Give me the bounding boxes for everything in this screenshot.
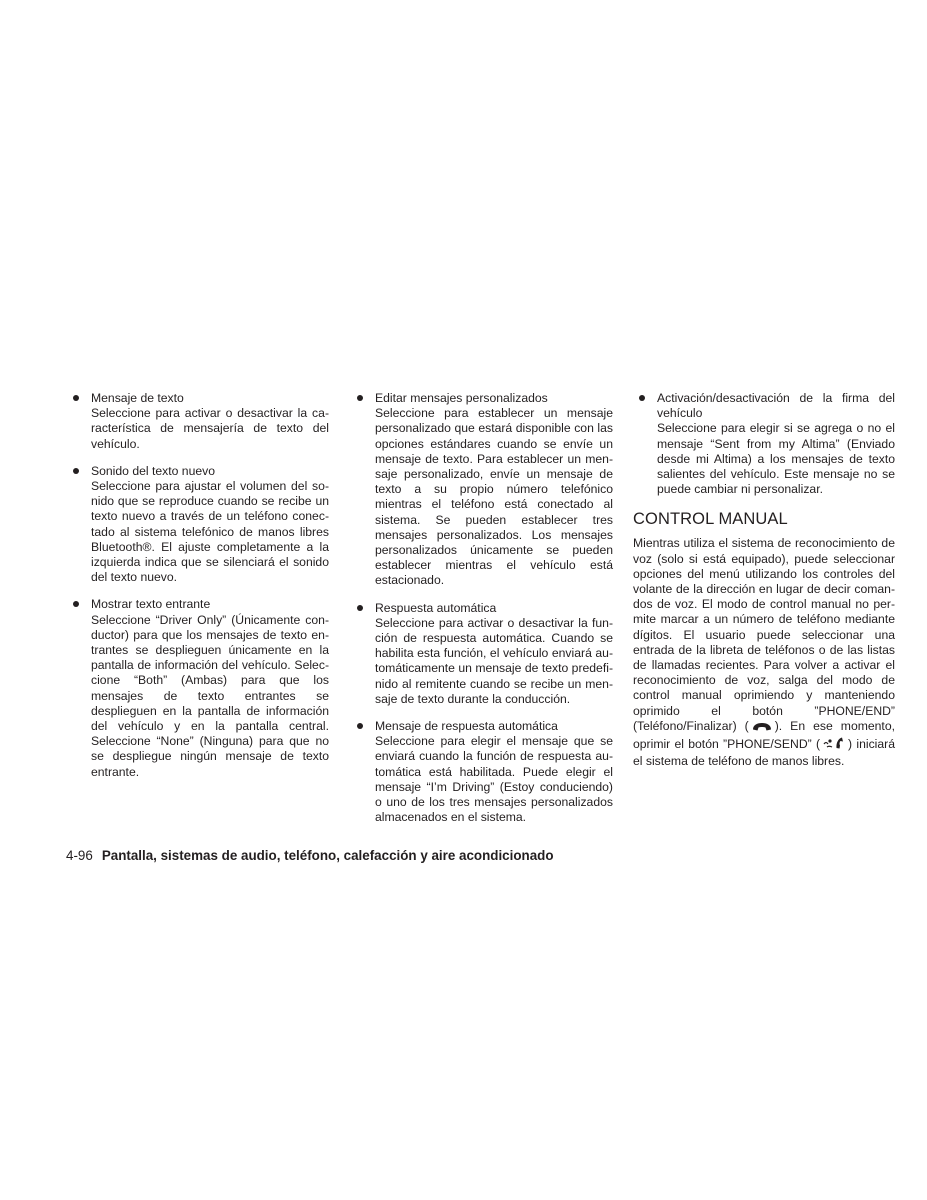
- control-manual-paragraph: [633, 536, 895, 769]
- page-footer: [66, 848, 554, 863]
- phone-send-voice-icon: [823, 736, 845, 754]
- bullet-icon: [357, 723, 363, 729]
- item-description: Seleccione para elegir si se agrega o no el mensaje “Sent from my Altima” (Enviado desde mi Altima) a los mensajes de texto salientes del vehículo. Este mensaje no se puede cambiar ni personalizar.: [657, 421, 895, 497]
- item-description: Seleccione para activar o desactivar la función de respuesta automática. Cuando se habilita esta función, el vehículo enviará automáticamente un mensaje de texto predefinido al remitente cuando se recibe un mensaje de texto durante la conducción.: [375, 615, 613, 706]
- bullet-icon: [357, 605, 363, 611]
- bullet-icon: [73, 601, 79, 607]
- list-item: [72, 464, 329, 586]
- bullet-icon: [357, 395, 363, 401]
- list-item: [356, 601, 613, 707]
- bullet-icon: [73, 395, 79, 401]
- right-column: [633, 391, 895, 769]
- list-item: [638, 391, 895, 497]
- paragraph-text: ) iniciará el sistema de teléfono de manos libres.: [633, 737, 895, 769]
- left-column: [72, 391, 329, 792]
- list-item: [356, 719, 613, 825]
- paragraph-text: Mientras utiliza el sistema de reconocimiento de voz (solo si está equipado), puede seleccionar opciones del menú utilizando los controles del volante de la dirección en lugar de decir comandos de voz. El modo de control manual no permite marcar a un número de teléfono mediante dígitos. El usuario puede seleccionar una entrada de la libreta de teléfonos o de las listas de llamadas recientes. Para volver a activar el reconocimiento de voz, salga del modo de control manual oprimiendo y manteniendo oprimido el botón ”PHONE/END” (Teléfono/Finalizar) (: [633, 536, 895, 733]
- bullet-icon: [73, 468, 79, 474]
- item-title: Mensaje de respuesta automática: [375, 719, 558, 734]
- item-description: Seleccione “Driver Only” (Únicamente conductor) para que los mensajes de texto entrantes se desplieguen únicamente en la pantalla de información del vehículo. Seleccione “Both” (Ambas) para que los mensajes de texto entrantes se desplieguen en la pantalla de información del vehículo y en la pantalla central. Seleccione “None” (Ninguna) para que no se despliegue ningún mensaje de texto entrante.: [91, 612, 329, 779]
- list-item: [72, 391, 329, 452]
- item-description: Seleccione para activar o desactivar la característica de mensajería de texto del vehículo.: [91, 406, 329, 451]
- item-description: Seleccione para ajustar el volumen del sonido que se reproduce cuando se recibe un texto nuevo a través de un teléfono conectado al sistema telefónico de manos libres Bluetooth®. El ajuste completamente a la izquierda indica que se silenciará el sonido del texto nuevo.: [91, 479, 329, 585]
- section-heading: CONTROL MANUAL: [633, 510, 788, 529]
- item-title: Editar mensajes personalizados: [375, 391, 548, 405]
- page-number: 4-96: [66, 848, 93, 863]
- bullet-icon: [639, 395, 645, 401]
- chapter-title: Pantalla, sistemas de audio, teléfono, calefacción y aire acondicionado: [101, 848, 554, 863]
- item-title: Sonido del texto nuevo: [91, 463, 215, 478]
- item-description: Seleccione para elegir el mensaje que se enviará cuando la función de respuesta automática está habilitada. Puede elegir el mensaje “I’m Driving” (Estoy conduciendo) o uno de los tres mensajes personalizados almacenados en el sistema.: [375, 734, 613, 825]
- item-title: Mostrar texto entrante: [91, 597, 211, 612]
- list-item: [72, 597, 329, 779]
- middle-column: [356, 391, 613, 837]
- item-description: Seleccione para establecer un mensaje personalizado que estará disponible con las opciones estándares cuando se envíe un mensaje de texto. Para establecer un mensaje personalizado, envíe un mensaje de texto a su propio número telefónico mientras el teléfono está conectado al sistema. Se pueden establecer tres mensajes personalizados. Los mensajes personalizados únicamente se pueden establecer mientras el vehículo está estacionado.: [375, 406, 613, 588]
- list-item: [356, 391, 613, 589]
- item-title: Mensaje de texto: [91, 391, 184, 405]
- item-title: Activación/desactivación de la firma del vehículo: [657, 391, 895, 421]
- item-title: Respuesta automática: [375, 600, 497, 615]
- phone-end-icon: [752, 721, 772, 736]
- paragraph-text: ). En ese momento, oprimir el botón ”PHONE/SEND” (: [633, 718, 895, 752]
